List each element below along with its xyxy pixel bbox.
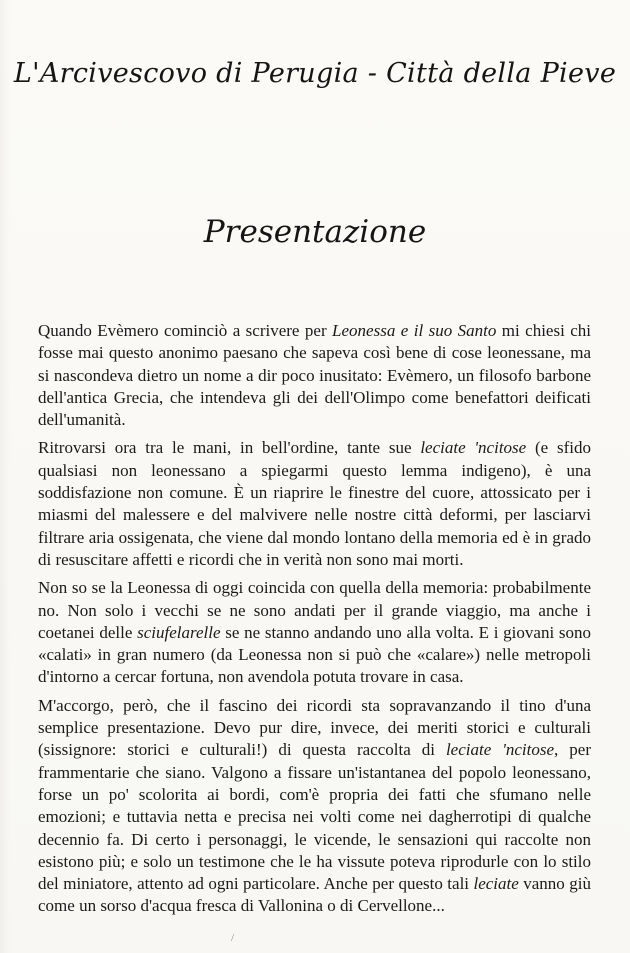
text-run: M'accorgo, però, che il fascino dei ricordi sta sopravanzando il tino d'una semplice presentazione. Devo pur dire, invece, dei meriti storici e culturali (sissignore: storici e culturali!) di questa raccolta di [38, 695, 591, 760]
text-run: Ritrovarsi ora tra le mani, in bell'ordine, tante sue [38, 438, 421, 458]
paragraph [38, 320, 591, 431]
text-run: vanno giù come un sorso d'acqua fresca di Vallonina o di Cervellone... [38, 874, 591, 916]
italic-term: leciate 'ncitose [420, 438, 527, 458]
italic-title: Leonessa e il suo Santo [332, 321, 497, 340]
italic-term: sciufelarelle [137, 622, 221, 642]
italic-term: leciate [473, 874, 519, 894]
text-run: Quando Evèmero cominciò a scrivere per [38, 321, 333, 340]
paragraph [38, 437, 591, 571]
paragraph [38, 577, 591, 688]
text-run: se ne stanno andando uno alla volta. E i giovani sono «calati» in gran numero (da Leonessa non si può che «calare») nelle metropoli d'intorno a cercar fortuna, non avendola potuta trovare in casa. [38, 622, 591, 687]
text-run: , per frammentarie che siano. Valgono a fissare un'istantanea del popolo leonessano, forse un po' scolorita ai bordi, com'è propria dei fatti che sfumano nelle emozioni; e tuttavia netta e precisa nei volti come nei dagherrotipi di qualche decennio fa. Di certo i personaggi, le vicende, le sensazioni qui raccolte non esistono più; e solo un testimone che le ha vissute poteva riprodurle con lo stilo del miniatore, attento ad ogni particolare. Anche per questo tali [38, 740, 591, 894]
text-run: (e sfido qualsiasi non leonessano a spiegarmi questo lemma indigeno), è una soddisfazione non comune. È un riaprire le finestre del cuore, attossicato per i miasmi del malessere e del malvivere nelle nostre città deformi, per lasciarvi filtrare aria ossigenata, che viene dal mondo lontano della memoria ed è in grado di resuscitare affetti e ricordi che in verità non sono mai morti. [38, 438, 591, 569]
page-header: L'Arcivescovo di Perugia - Città della Pieve [13, 58, 617, 89]
paragraph [38, 695, 591, 918]
italic-term: leciate 'ncitose [445, 740, 555, 760]
body-text [38, 320, 591, 924]
text-run: mi chiesi chi fosse mai questo anonimo paesano che sapeva così bene di cose leonessane, ma si nascondeva dietro un nome a dir poco inusitato: Evèmero, un filosofo barbone dell'antica Grecia, che intendeva gli dei dell'Olimpo come benefattori deificati dell'umanità. [38, 321, 591, 430]
section-title: Presentazione [203, 214, 427, 250]
text-run: Non so se la Leonessa di oggi coincida con quella della memoria: probabilmente no. Non solo i vecchi se ne sono andati per il grande viaggio, ma anche i coetanei delle [38, 578, 591, 642]
page-mark: / [231, 932, 235, 944]
